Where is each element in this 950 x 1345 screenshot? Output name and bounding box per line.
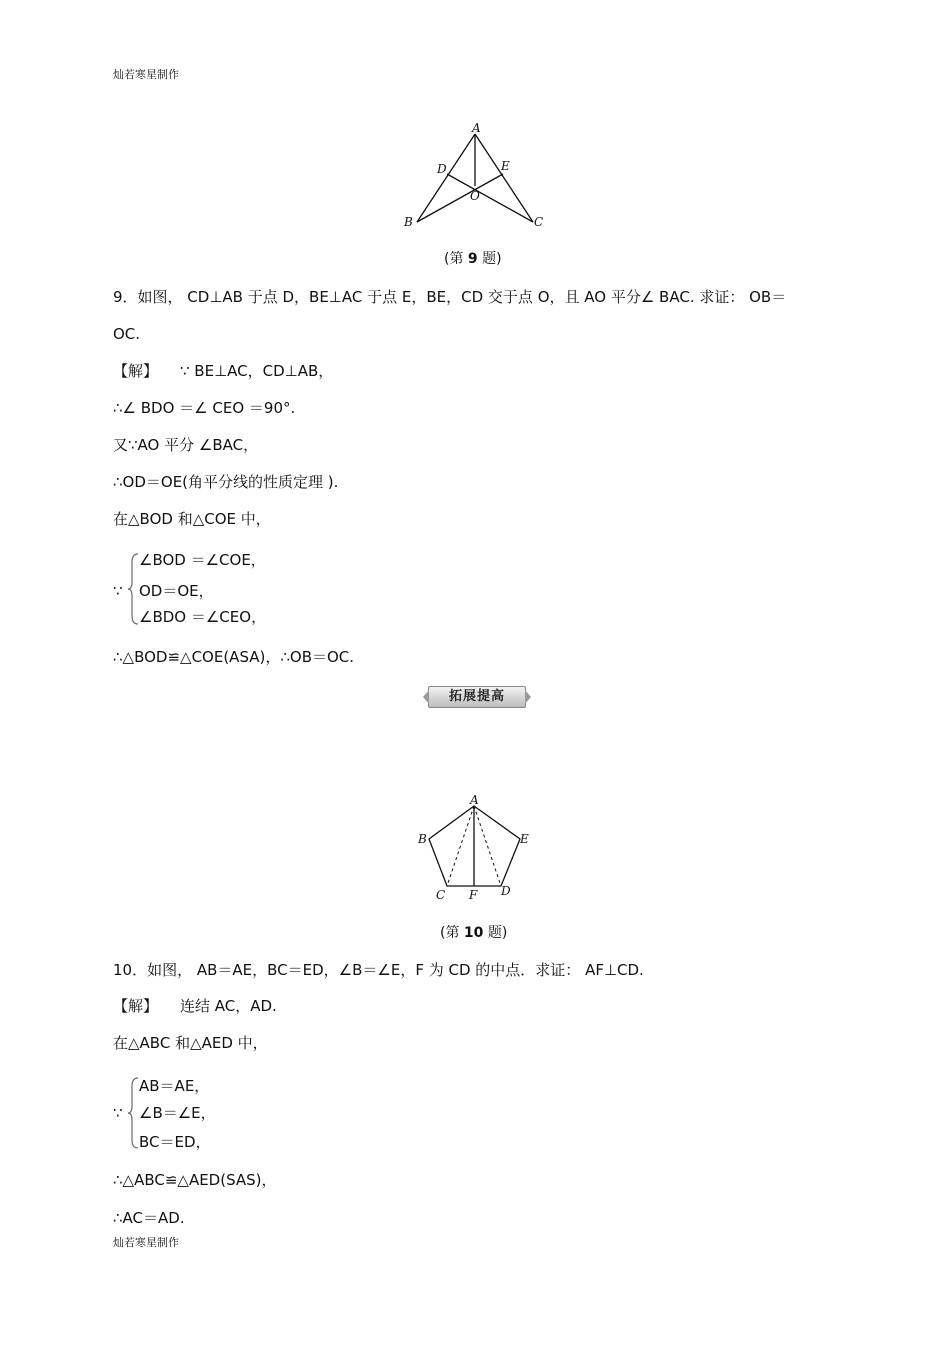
label-a: A xyxy=(470,793,479,807)
q9-statement-line2: OC. xyxy=(113,325,141,343)
figure-9-diagram xyxy=(395,118,555,234)
q9-solution-step1: ∵ BE⊥AC，CD⊥AB， xyxy=(180,362,334,380)
label-o: O xyxy=(470,189,480,203)
q10-conclusion2: ∴AC＝AD. xyxy=(113,1209,185,1227)
q9-system-line1: ∠BOD ＝∠COE， xyxy=(139,551,266,569)
label-c: C xyxy=(534,215,544,229)
q10-solution-tag: 【解】 xyxy=(113,997,159,1015)
q10-solution-step2: 在△ABC 和△AED 中， xyxy=(113,1034,268,1052)
q9-system-line3: ∠BDO ＝∠CEO， xyxy=(139,608,267,626)
q9-solution-tag: 【解】 xyxy=(113,362,159,380)
label-d: D xyxy=(501,884,511,898)
q9-conclusion: ∴△BOD≌△COE(ASA)，∴OB＝OC. xyxy=(113,648,355,666)
q9-solution-step4: ∴OD＝OE(角平分线的性质定理 ). xyxy=(113,473,339,491)
figure-9-caption: (第 9 题) xyxy=(444,251,502,267)
q9-solution-step2: ∴∠ BDO ＝∠ CEO ＝90°. xyxy=(113,399,296,417)
q10-statement: 10．如图， AB＝AE，BC＝ED，∠B＝∠E，F 为 CD 的中点．求证： AF⊥CD. xyxy=(113,961,644,979)
label-c: C xyxy=(436,888,446,902)
q10-system-line2: ∠B＝∠E， xyxy=(139,1104,216,1122)
label-a: A xyxy=(472,121,481,135)
q9-solution-step3: 又∵AO 平分 ∠BAC， xyxy=(113,436,259,454)
label-f: F xyxy=(469,888,478,902)
label-d: D xyxy=(437,162,447,176)
figure-10-diagram xyxy=(410,792,540,904)
label-b: B xyxy=(418,832,427,846)
q10-because-symbol: ∵ xyxy=(113,1104,123,1122)
q10-system-line3: BC＝ED， xyxy=(139,1133,211,1151)
label-e: E xyxy=(501,159,510,173)
q9-solution-step5: 在△BOD 和△COE 中， xyxy=(113,510,271,528)
q9-statement-line1: 9．如图， CD⊥AB 于点 D，BE⊥AC 于点 E，BE，CD 交于点 O，且 AO 平分∠ BAC. 求证： OB＝ xyxy=(113,288,787,306)
figure-10-caption: (第 10 题) xyxy=(440,925,508,941)
footer-watermark: 灿若寒星制作 xyxy=(113,1236,179,1249)
label-e: E xyxy=(520,832,529,846)
q10-solution-step1: 连结 AC，AD. xyxy=(180,997,277,1015)
q10-system-line1: AB＝AE， xyxy=(139,1077,210,1095)
label-b: B xyxy=(404,215,413,229)
header-watermark: 灿若寒星制作 xyxy=(113,68,179,81)
q9-system-line2: OD＝OE， xyxy=(139,582,214,600)
q10-conclusion1: ∴△ABC≌△AED(SAS)， xyxy=(113,1171,277,1189)
section-banner: 拓展提高 xyxy=(428,686,526,708)
q9-because-symbol: ∵ xyxy=(113,582,123,600)
